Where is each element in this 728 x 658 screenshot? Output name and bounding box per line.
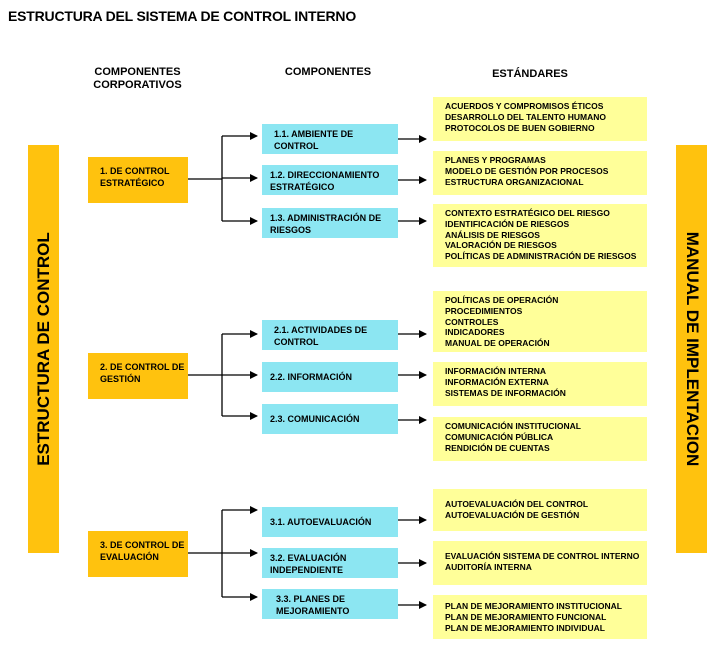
header-estandares: ESTÁNDARES — [492, 68, 568, 80]
corporate-box-estrategico — [88, 157, 188, 203]
standard-item: MANUAL DE OPERACIÓN — [445, 338, 550, 349]
standard-item: COMUNICACIÓN PÚBLICA — [445, 431, 554, 442]
standards-box-2-2 — [433, 362, 647, 406]
component-label: 2.3. COMUNICACIÓN — [270, 414, 360, 424]
component-box-1-3 — [262, 208, 398, 238]
component-label: 3.1. AUTOEVALUACIÓN — [270, 517, 372, 527]
component-box-2-2 — [262, 362, 398, 392]
component-label: 1.2. DIRECCIONAMIENTO ESTRATÉGICO — [270, 170, 380, 192]
standard-item: PLAN DE MEJORAMIENTO FUNCIONAL — [445, 611, 607, 622]
standards-box-1-3 — [433, 204, 647, 267]
standards-box-1-1 — [433, 97, 647, 141]
standard-item: ANÁLISIS DE RIESGOS — [445, 229, 540, 240]
standard-item: PROCEDIMIENTOS — [445, 305, 523, 316]
standard-item: AUDITORÍA INTERNA — [445, 561, 532, 572]
standard-item: RENDICIÓN DE CUENTAS — [445, 442, 550, 453]
standard-item: EVALUACIÓN SISTEMA DE CONTROL INTERNO — [445, 551, 640, 561]
component-box-1-2 — [262, 165, 398, 195]
corporate-label: 2. DE CONTROL DE GESTIÓN — [100, 362, 185, 384]
standard-item: POLÍTICAS DE OPERACIÓN — [445, 295, 559, 305]
left-sidebar-label: ESTRUCTURA DE CONTROL — [33, 232, 53, 466]
standards-box-3-1 — [433, 489, 647, 531]
corporate-box-evaluacion — [88, 531, 188, 577]
component-label: 2.2. INFORMACIÓN — [270, 372, 353, 382]
standard-item: PLAN DE MEJORAMIENTO INDIVIDUAL — [445, 622, 605, 633]
standards-box-2-3 — [433, 417, 647, 461]
standard-item: INFORMACIÓN EXTERNA — [445, 376, 549, 387]
component-box-3-2 — [262, 548, 398, 578]
component-label: 3.3. PLANES DE MEJORAMIENTO — [276, 594, 350, 616]
standard-item: DESARROLLO DEL TALENTO HUMANO — [445, 111, 607, 122]
standard-item: ACUERDOS Y COMPROMISOS ÉTICOS — [445, 101, 604, 111]
standards-box-1-2 — [433, 151, 647, 195]
component-box-1-1 — [262, 124, 398, 154]
standard-item: VALORACIÓN DE RIESGOS — [445, 240, 557, 251]
standard-item: MODELO DE GESTIÓN POR PROCESOS — [445, 165, 609, 176]
header-componentes: COMPONENTES — [284, 66, 372, 78]
right-sidebar-label: MANUAL DE IMPLENTACION — [682, 231, 702, 467]
standard-item: SISTEMAS DE INFORMACIÓN — [445, 387, 566, 398]
standard-item: PLAN DE MEJORAMIENTO INSTITUCIONAL — [445, 601, 622, 611]
standard-item: ESTRUCTURA ORGANIZACIONAL — [445, 176, 584, 187]
standards-box-3-2 — [433, 541, 647, 585]
standard-item: INDICADORES — [445, 327, 505, 338]
component-label: 1.3. ADMINISTRACIÓN DE RIESGOS — [270, 213, 382, 235]
standard-item: AUTOEVALUACIÓN DE GESTIÓN — [445, 509, 580, 520]
standard-item: INFORMACIÓN INTERNA — [445, 366, 547, 376]
corporate-label: 1. DE CONTROL ESTRATÉGICO — [100, 166, 170, 188]
page-title: ESTRUCTURA DEL SISTEMA DE CONTROL INTERNO — [8, 8, 357, 24]
corporate-label: 3. DE CONTROL DE EVALUACIÓN — [100, 540, 185, 562]
standard-item: IDENTIFICACIÓN DE RIESGOS — [445, 218, 570, 229]
standards-box-3-3 — [433, 595, 647, 639]
component-box-2-1 — [262, 320, 398, 350]
component-box-2-3 — [262, 404, 398, 434]
standard-item: PLANES Y PROGRAMAS — [445, 155, 546, 165]
standard-item: AUTOEVALUACIÓN DEL CONTROL — [445, 499, 589, 509]
component-label: 1.1. AMBIENTE DE CONTROL — [274, 129, 354, 151]
standard-item: CONTROLES — [445, 316, 499, 327]
standard-item: COMUNICACIÓN INSTITUCIONAL — [445, 421, 581, 431]
header-corporativos: COMPONENTES CORPORATIVOS — [93, 66, 182, 91]
component-box-3-1 — [262, 507, 398, 537]
standard-item: PROTOCOLOS DE BUEN GOBIERNO — [445, 122, 595, 133]
component-box-3-3 — [262, 589, 398, 619]
standard-item: POLÍTICAS DE ADMINISTRACIÓN DE RIESGOS — [445, 251, 637, 262]
corporate-box-gestion — [88, 353, 188, 399]
standards-box-2-1 — [433, 291, 647, 352]
standard-item: CONTEXTO ESTRATÉGICO DEL RIESGO — [445, 208, 610, 218]
component-label: 3.2. EVALUACIÓN INDEPENDIENTE — [270, 553, 347, 575]
component-label: 2.1. ACTIVIDADES DE CONTROL — [274, 325, 368, 347]
